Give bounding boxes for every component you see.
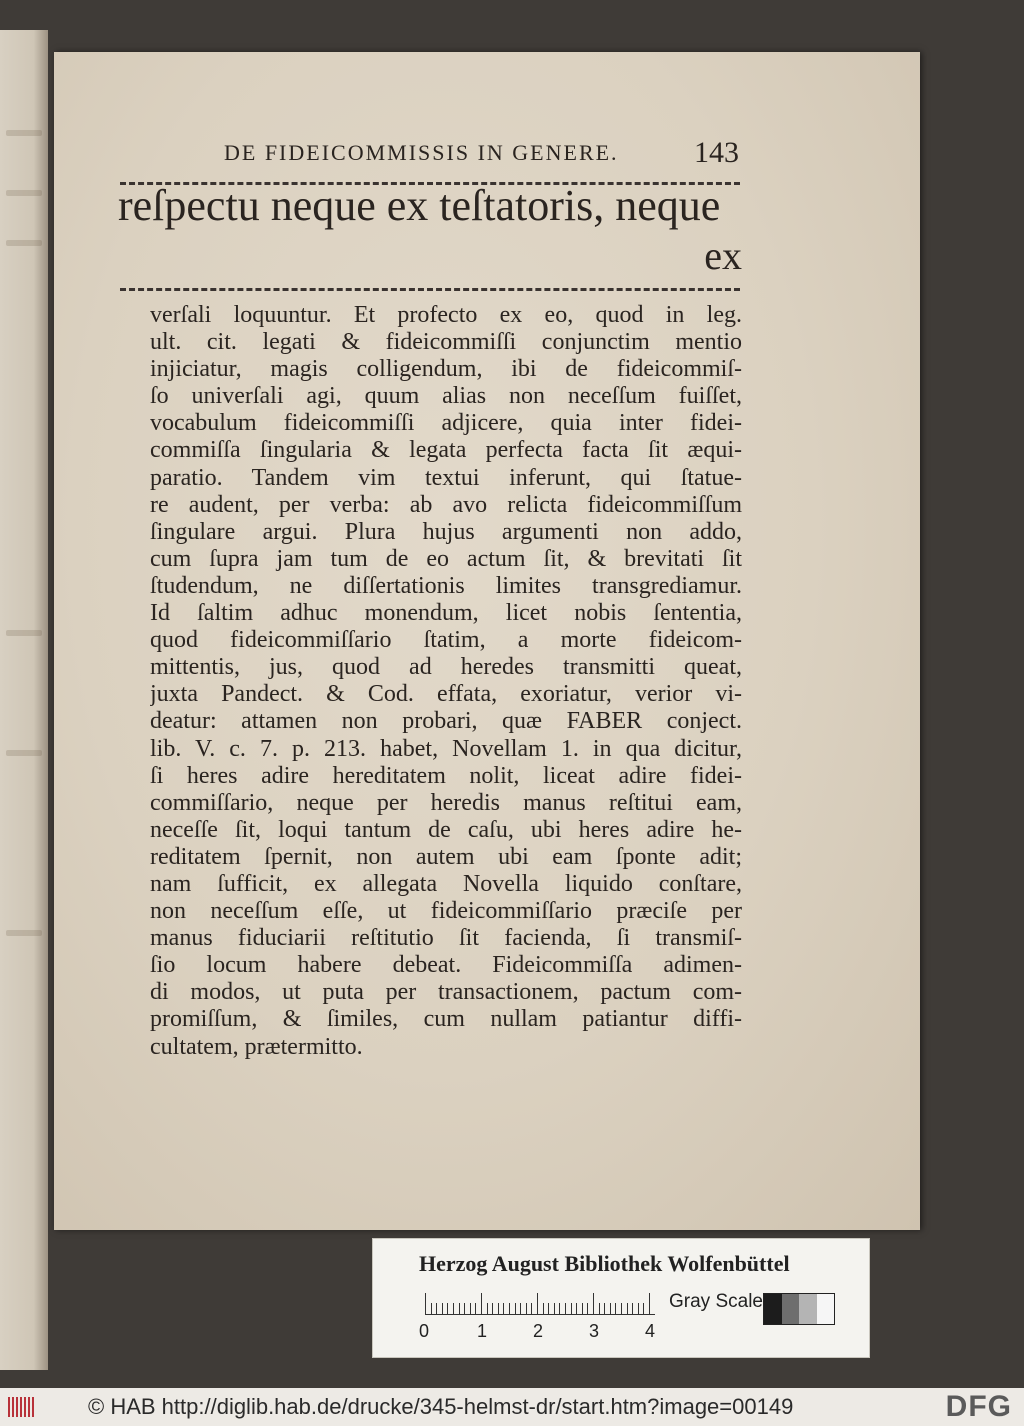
ruler-tick — [453, 1303, 454, 1315]
ruler-number: 0 — [419, 1321, 430, 1341]
scale-ruler — [425, 1293, 655, 1315]
ruler-tick — [515, 1303, 516, 1315]
body-line: deatur: attamen non probari, quæ FABER conject. — [150, 708, 742, 735]
barcode-bar — [16, 1397, 18, 1417]
body-line: injiciatur, magis colligendum, ibi de fideicommiſ- — [150, 356, 742, 383]
ruler-tick — [632, 1303, 633, 1315]
ruler-tick — [599, 1303, 600, 1315]
ruler-tick — [559, 1303, 560, 1315]
body-line: ſio locum habere debeat. Fideicommiſſa adimen- — [150, 952, 742, 979]
body-line: cultatem, prætermitto. — [150, 1033, 363, 1060]
body-line: ſi heres adire hereditatem nolit, liceat adire fidei- — [150, 762, 742, 789]
bottom-rule — [120, 288, 740, 291]
ruler-tick — [481, 1293, 482, 1315]
running-head: DE FIDEICOMMISSIS IN GENERE. — [224, 140, 619, 165]
catchline-second: ex — [704, 233, 742, 278]
gray-scale-label: Gray Scale — [669, 1291, 763, 1312]
barcode-bar — [8, 1397, 10, 1417]
ruler-tick — [425, 1293, 426, 1315]
ruler-tick — [610, 1303, 611, 1315]
body-line: juxta Pandect. & Cod. effata, exoriatur, verior vi- — [150, 681, 742, 708]
body-line: ſo univerſali agi, quum alias non neceſſum fuiſſet, — [150, 383, 742, 410]
body-line: vocabulum fideicommiſſi adjicere, quia inter fidei- — [150, 410, 742, 437]
bleed-through-mark — [6, 630, 42, 636]
ruler-tick — [638, 1303, 639, 1315]
barcode-bar — [20, 1397, 22, 1417]
book-page — [54, 52, 920, 1230]
body-line: ult. cit. legati & fideicommiſſi conjunctim mentio — [150, 329, 742, 356]
ruler-tick — [565, 1303, 566, 1315]
ruler-tick — [459, 1303, 460, 1315]
gray-swatch — [782, 1294, 800, 1324]
library-label — [372, 1238, 870, 1358]
body-line: ſtudendum, ne diſſertationis limites transgrediamur. — [150, 572, 742, 599]
ruler-tick — [604, 1303, 605, 1315]
ruler-tick — [436, 1303, 437, 1315]
ruler-tick — [531, 1303, 532, 1315]
gray-swatch — [817, 1294, 835, 1324]
dfg-logo: DFG — [945, 1390, 1012, 1423]
page-number: 143 — [694, 136, 739, 169]
ruler-tick — [643, 1303, 644, 1315]
barcode-bar — [32, 1397, 34, 1417]
credit-link[interactable]: © HAB http://diglib.hab.de/drucke/345-helmst-dr/start.htm?image=00149 — [88, 1394, 794, 1419]
body-line: nam ſufficit, ex allegata Novella liquido conſtare, — [150, 870, 742, 897]
body-line: manus fiduciarii reſtitutio ſit facienda, ſi transmiſ- — [150, 925, 742, 952]
catchline-first: reſpectu neque ex teſtatoris, neque — [118, 181, 721, 230]
gray-swatch — [764, 1294, 782, 1324]
body-line: commiſſario, neque per heredis manus reſtitui eam, — [150, 789, 742, 816]
gray-scale-swatches — [763, 1293, 835, 1325]
barcode-bar — [24, 1397, 26, 1417]
barcode-bar — [12, 1397, 14, 1417]
bleed-through-mark — [6, 130, 42, 136]
ruler-tick — [554, 1303, 555, 1315]
ruler-tick — [526, 1303, 527, 1315]
body-line: neceſſe ſit, loqui tantum de caſu, ubi heres adire he- — [150, 816, 742, 843]
body-line: verſali loquuntur. Et profecto ex eo, quod in leg. — [150, 302, 742, 328]
ruler-tick — [593, 1293, 594, 1315]
ruler-tick — [470, 1303, 471, 1315]
bleed-through-mark — [6, 930, 42, 936]
body-line: cum ſupra jam tum de eo actum ſit, & brevitati ſit — [150, 545, 742, 572]
ruler-tick — [587, 1303, 588, 1315]
body-line: lib. V. c. 7. p. 213. habet, Novellam 1. in qua dicitur, — [150, 735, 742, 762]
body-line: re audent, per verba: ab avo relicta fideicommiſſum — [150, 491, 742, 518]
bleed-through-mark — [6, 190, 42, 196]
body-line: mittentis, jus, quod ad heredes transmitti queat, — [150, 654, 742, 681]
footer-bar — [0, 1388, 1024, 1426]
ruler-tick — [582, 1303, 583, 1315]
ruler-number: 2 — [533, 1321, 544, 1341]
previous-page-edge — [0, 30, 48, 1370]
body-line: Id ſaltim adhuc monendum, licet nobis ſententia, — [150, 600, 742, 627]
ruler-number: 4 — [645, 1321, 656, 1341]
gray-swatch — [799, 1294, 817, 1324]
bleed-through-mark — [6, 240, 42, 246]
ruler-tick — [498, 1303, 499, 1315]
body-line: promiſſum, & ſimiles, cum nullam patiantur diffi- — [150, 1006, 742, 1033]
ruler-tick — [621, 1303, 622, 1315]
body-line: reditatem ſpernit, non autem ubi eam ſponte adit; — [150, 843, 742, 870]
ruler-number: 3 — [589, 1321, 600, 1341]
ruler-tick — [464, 1303, 465, 1315]
ruler-tick — [537, 1293, 538, 1315]
ruler-tick — [548, 1303, 549, 1315]
body-line: ſingulare argui. Plura hujus argumenti non addo, — [150, 518, 742, 545]
ruler-tick — [503, 1303, 504, 1315]
body-line: quod fideicommiſſario ſtatim, a morte fideicom- — [150, 627, 742, 654]
library-name: Herzog August Bibliothek Wolfenbüttel — [419, 1251, 790, 1276]
ruler-tick — [431, 1303, 432, 1315]
bleed-through-mark — [6, 750, 42, 756]
body-line: paratio. Tandem vim textui inferunt, qui ſtatue- — [150, 464, 742, 491]
body-text — [150, 302, 742, 1061]
ruler-tick — [509, 1303, 510, 1315]
body-line: non neceſſum eſſe, ut fideicommiſſario præciſe per — [150, 898, 742, 925]
ruler-tick — [487, 1303, 488, 1315]
ruler-tick — [442, 1303, 443, 1315]
ruler-tick — [520, 1303, 521, 1315]
ruler-tick — [649, 1293, 650, 1315]
ruler-tick — [475, 1303, 476, 1315]
barcode-icon — [8, 1397, 36, 1417]
body-line: commiſſa ſingularia & legata perfecta facta ſit æqui- — [150, 437, 742, 464]
ruler-tick — [571, 1303, 572, 1315]
body-line: di modos, ut puta per transactionem, pactum com- — [150, 979, 742, 1006]
ruler-tick — [543, 1303, 544, 1315]
barcode-bar — [28, 1397, 30, 1417]
ruler-tick — [615, 1303, 616, 1315]
ruler-tick — [576, 1303, 577, 1315]
ruler-tick — [492, 1303, 493, 1315]
ruler-tick — [627, 1303, 628, 1315]
ruler-number: 1 — [477, 1321, 488, 1341]
ruler-tick — [447, 1303, 448, 1315]
